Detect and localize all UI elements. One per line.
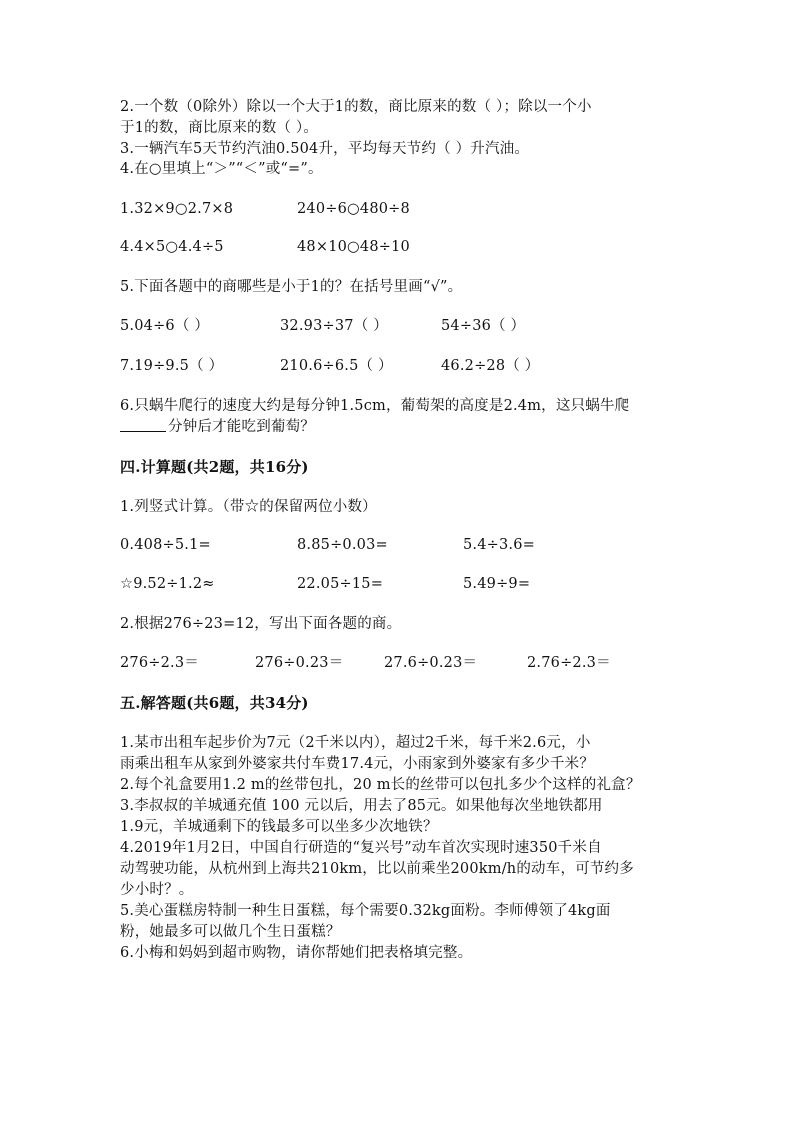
q5-item: 46.2÷28（ ） <box>441 358 540 374</box>
s5-line: 2.每个礼盒要用1.2 m的丝带包扎，20 m长的丝带可以包扎多少个这样的礼盒？ <box>120 777 641 793</box>
s5-line: 6.小梅和妈妈到超市购物，请你帮她们把表格填完整。 <box>120 945 473 961</box>
q6-line2 <box>120 417 315 437</box>
s4-q2-prompt: 2.根据276÷23=12，写出下面各题的商。 <box>120 616 402 632</box>
s4-q1-item: ☆9.52÷1.2≈ <box>120 576 215 592</box>
s4-q2-item: 276÷2.3＝ <box>120 655 199 671</box>
answer-blank[interactable] <box>120 417 166 432</box>
q5-item: 210.6÷6.5（ ） <box>280 358 393 374</box>
s5-line: 1.9元，羊城通剩下的钱最多可以坐多少次地铁？ <box>120 819 438 835</box>
s4-q1-item: 5.4÷3.6= <box>463 537 536 553</box>
s4-q1-item: 8.85÷0.03= <box>297 537 388 553</box>
s5-line: 粉，她最多可以做几个生日蛋糕？ <box>120 924 341 940</box>
q2-line1: 2.一个数（0除外）除以一个大于1的数，商比原来的数（ ）；除以一个小 <box>120 99 592 115</box>
q3-text: 3.一辆汽车5天节约汽油0.504升，平均每天节约（ ）升汽油。 <box>120 141 530 157</box>
s4-q2-item: 2.76÷2.3＝ <box>527 655 611 671</box>
q5-prompt: 5.下面各题中的商哪些是小于1的？在括号里画“√”。 <box>120 279 463 295</box>
s4-q1-item: 5.49÷9= <box>463 576 531 592</box>
s5-line: 少小时？。 <box>120 882 194 898</box>
section5-title: 五.解答题(共6题，共34分) <box>120 694 309 712</box>
q5-item: 7.19÷9.5（ ） <box>120 358 224 374</box>
s4-q2-item: 276÷0.23＝ <box>255 655 344 671</box>
s5-line: 动驾驶功能，从杭州到上海共210km，比以前乘坐200km/h的动车，可节约多 <box>120 861 634 877</box>
s5-line: 4.2019年1月2日，中国自行研造的“复兴号”动车首次实现时速350千米自 <box>120 840 602 856</box>
s5-line: 雨乘出租车从家到外婆家共付车费17.4元，小雨家到外婆家有多少千米？ <box>120 756 595 772</box>
q4-item: 4.4×5○4.4÷5 <box>120 239 224 255</box>
s5-line: 3.李叔叔的羊城通充值 100 元以后，用去了85元。如果他每次坐地铁都用 <box>120 798 603 814</box>
s5-line: 1.某市出租车起步价为7元（2千米以内），超过2千米，每千米2.6元，小 <box>120 735 591 751</box>
s4-q2-item: 27.6÷0.23＝ <box>384 655 478 671</box>
q4-item: 240÷6○480÷8 <box>297 201 410 217</box>
s4-q1-item: 22.05÷15= <box>297 576 384 592</box>
q4-prompt: 4.在○里填上“＞”“＜”或“=”。 <box>120 161 323 177</box>
q4-item: 1.32×9○2.7×8 <box>120 201 234 217</box>
q2-line2: 于1的数，商比原来的数（ ）。 <box>120 120 319 136</box>
s4-q1-item: 0.408÷5.1= <box>120 537 211 553</box>
q5-item: 32.93÷37（ ） <box>280 318 388 334</box>
s4-q1-prompt: 1.列竖式计算。（带☆的保留两位小数） <box>120 499 377 515</box>
s5-line: 5.美心蛋糕房特制一种生日蛋糕，每个需要0.32kg面粉。李师傅领了4kg面 <box>120 903 611 919</box>
q6-line2-text: 分钟后才能吃到葡萄？ <box>168 419 315 435</box>
q5-item: 5.04÷6（ ） <box>120 318 210 334</box>
q5-item: 54÷36（ ） <box>441 318 526 334</box>
section4-title: 四.计算题(共2题，共16分) <box>120 458 309 476</box>
q6-line1: 6.只蜗牛爬行的速度大约是每分钟1.5cm，葡萄架的高度是2.4m，这只蜗牛爬 <box>120 398 630 414</box>
q4-item: 48×10○48÷10 <box>297 239 410 255</box>
